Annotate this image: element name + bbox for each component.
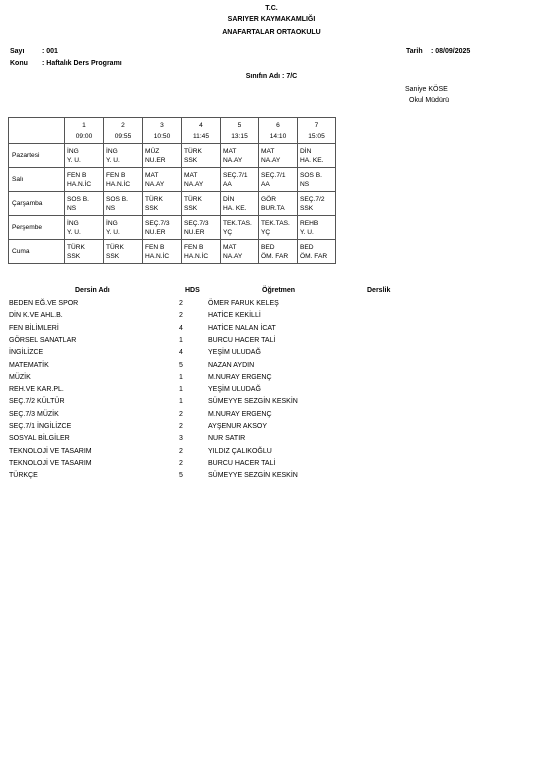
lesson-cell (298, 168, 336, 192)
subject-teacher: M.NURAY ERGENÇ (208, 410, 272, 418)
lesson-cell (143, 144, 182, 168)
teacher-code: SSK (106, 252, 120, 260)
lesson-code: SOS B. (106, 195, 128, 203)
period-number: 1 (82, 121, 86, 129)
teacher-code: Y. U. (106, 228, 120, 236)
day-label: Pazartesi (9, 144, 65, 168)
subject-name: REH.VE KAR.PL. (9, 386, 64, 394)
teacher-code: ÖM. FAR (261, 252, 289, 260)
principal-name: Saniye KÖSE (405, 86, 448, 93)
header-tc: T.C. (265, 5, 278, 12)
subject-name: SEÇ.7/2 KÜLTÜR (9, 398, 65, 406)
teacher-code: SSK (67, 252, 81, 260)
schedule-row (9, 240, 336, 264)
subject-hds: 1 (179, 373, 183, 381)
teacher-code: NU.ER (145, 228, 166, 236)
teacher-code: Y. U. (300, 228, 314, 236)
period-header-7 (298, 118, 336, 144)
teacher-code: AA (261, 180, 270, 188)
lesson-code: GÖR (261, 195, 277, 203)
lesson-code: İNG (106, 219, 118, 227)
lesson-code: İNG (67, 147, 79, 155)
teacher-code: NA.AY (223, 156, 243, 164)
period-time: 09:00 (75, 132, 93, 140)
lesson-code: MAT (261, 147, 275, 155)
subject-name: BEDEN EĞ.VE SPOR (9, 300, 79, 307)
period-number: 6 (276, 121, 280, 129)
lesson-code: SOS B. (300, 171, 322, 179)
subject-teacher: BURCU HACER TALİ (208, 459, 276, 467)
subject-hds: 1 (179, 386, 183, 394)
lesson-code: TÜRK (184, 195, 202, 203)
lesson-cell (182, 240, 221, 264)
lesson-cell (104, 240, 143, 264)
period-time: 13:15 (231, 132, 248, 140)
period-header-3 (143, 118, 182, 144)
lesson-cell (182, 216, 221, 240)
day-label: Salı (9, 168, 65, 192)
lesson-code: TÜRK (184, 147, 202, 155)
subject-teacher: M.NURAY ERGENÇ (208, 373, 272, 381)
subject-row (0, 300, 543, 312)
lesson-cell (65, 168, 104, 192)
day-label: Cuma (9, 240, 65, 264)
col-header-teacher: Öğretmen (262, 287, 296, 294)
col-header-room: Derslik (367, 287, 391, 294)
period-header-5 (221, 118, 259, 144)
lesson-cell (259, 240, 298, 264)
subject-hds: 1 (179, 398, 183, 406)
subject-name: TEKNOLOJİ VE TASARIM (9, 459, 92, 467)
lesson-code: FEN B (67, 171, 87, 179)
teacher-code: HA.N.İC (67, 180, 92, 188)
teacher-code: YÇ (223, 228, 233, 236)
subject-teacher: NAZAN AYDIN (208, 361, 255, 369)
subject-hds: 4 (179, 349, 183, 357)
subject-hds: 2 (179, 447, 183, 455)
subject-name: MÜZİK (9, 373, 31, 381)
period-header-2 (104, 118, 143, 144)
header-school-name: ANAFARTALAR ORTAOKULU (222, 29, 321, 36)
lesson-code: SEÇ.7/2 (300, 195, 325, 203)
subject-teacher: HATİCE KEKİLLİ (208, 312, 261, 320)
period-number: 2 (121, 121, 125, 129)
tarih-value: : 08/09/2025 (431, 48, 471, 55)
day-label: Çarşamba (9, 192, 65, 216)
teacher-code: Y. U. (67, 156, 81, 164)
lesson-cell (298, 216, 336, 240)
teacher-code: NA.AY (223, 252, 243, 260)
teacher-code: Y. U. (67, 228, 81, 236)
period-number: 3 (160, 121, 164, 129)
lesson-code: TEK.TAS. (261, 219, 290, 227)
subject-row (0, 337, 543, 349)
sayi-label: Sayı (10, 48, 25, 55)
subject-name: SOSYAL BİLGİLER (9, 435, 70, 443)
schedule-row (9, 192, 336, 216)
subject-row (0, 411, 543, 423)
lesson-cell (259, 216, 298, 240)
subject-hds: 5 (179, 361, 183, 369)
teacher-code: NA.AY (261, 156, 281, 164)
subject-row (0, 386, 543, 398)
lesson-cell (182, 168, 221, 192)
teacher-code: ÖM. FAR (300, 252, 328, 260)
teacher-code: AA (223, 180, 232, 188)
lesson-code: FEN B (145, 243, 165, 251)
subject-teacher: SÜMEYYE SEZGİN KESKİN (208, 398, 298, 406)
subject-teacher: BURCU HACER TALİ (208, 336, 276, 344)
lesson-code: FEN B (184, 243, 204, 251)
subject-row (0, 374, 543, 386)
konu-value: : Haftalık Ders Programı (42, 60, 122, 67)
subject-row (0, 362, 543, 374)
subject-teacher: ÖMER FARUK KELEŞ (208, 300, 279, 307)
lesson-code: MAT (145, 171, 159, 179)
lesson-code: TÜRK (145, 195, 163, 203)
col-header-hds: HDS (185, 287, 200, 294)
subject-name: İNGİLİZCE (9, 349, 44, 357)
teacher-code: HA.N.İC (184, 252, 209, 260)
lesson-cell (65, 192, 104, 216)
subject-row (0, 398, 543, 410)
teacher-code: NA.AY (145, 180, 165, 188)
subject-teacher: YILDIZ ÇALIKOĞLU (208, 447, 272, 455)
lesson-cell (65, 144, 104, 168)
lesson-code: FEN B (106, 171, 126, 179)
subject-name: SEÇ.7/3 MÜZİK (9, 410, 59, 418)
lesson-code: TÜRK (106, 243, 124, 251)
subject-teacher: NUR SATIR (208, 435, 246, 443)
subject-row (0, 325, 543, 337)
class-name: Sınıfın Adı : 7/C (245, 73, 298, 80)
lesson-cell (221, 144, 259, 168)
subject-name: FEN BİLİMLERİ (9, 324, 59, 332)
subject-teacher: YEŞİM ULUDAĞ (208, 349, 261, 357)
teacher-code: HA. KE. (300, 156, 324, 164)
lesson-code: SEÇ.7/3 (145, 219, 170, 227)
lesson-cell (259, 144, 298, 168)
lesson-cell (221, 240, 259, 264)
day-label: Perşembe (9, 216, 65, 240)
schedule-row (9, 144, 336, 168)
sayi-value: : 001 (42, 48, 58, 55)
subject-row (0, 312, 543, 324)
subject-hds: 2 (179, 300, 183, 307)
weekly-schedule-table (8, 117, 336, 264)
lesson-code: TEK.TAS. (223, 219, 252, 227)
subject-hds: 2 (179, 423, 183, 430)
subject-row (0, 435, 543, 447)
lesson-cell (298, 144, 336, 168)
lesson-cell (104, 216, 143, 240)
period-time: 11:45 (192, 132, 209, 140)
lesson-code: REHB (300, 219, 319, 227)
lesson-code: SEÇ.7/3 (184, 219, 209, 227)
lesson-code: TÜRK (67, 243, 85, 251)
subject-teacher: HATİCE NALAN İCAT (208, 324, 276, 332)
teacher-code: NS (300, 180, 310, 188)
subject-row (0, 460, 543, 472)
lesson-cell (143, 168, 182, 192)
period-number: 7 (314, 121, 319, 129)
schedule-row (9, 168, 336, 192)
lesson-code: DİN (300, 147, 312, 155)
teacher-code: Y. U. (106, 156, 120, 164)
lesson-cell (143, 216, 182, 240)
lesson-cell (182, 192, 221, 216)
period-time: 10:50 (153, 132, 171, 140)
subject-row (0, 448, 543, 460)
lesson-cell (65, 240, 104, 264)
subject-name: GÖRSEL SANATLAR (9, 336, 77, 344)
subject-name: SEÇ.7/1 İNGİLİZCE (9, 423, 72, 430)
subject-hds: 2 (179, 410, 183, 418)
teacher-code: BUR.TA (261, 204, 285, 212)
subject-name: TÜRKÇE (9, 472, 38, 480)
period-number: 5 (237, 121, 242, 129)
lesson-code: BED (300, 243, 314, 251)
lesson-code: SEÇ.7/1 (223, 171, 248, 179)
period-number: 4 (199, 121, 203, 129)
teacher-code: NS (67, 204, 77, 212)
teacher-code: SSK (184, 156, 198, 164)
subject-hds: 2 (179, 312, 183, 320)
subject-hds: 1 (179, 336, 183, 344)
teacher-code: NA.AY (184, 180, 204, 188)
lesson-cell (182, 144, 221, 168)
teacher-code: SSK (184, 204, 198, 212)
lesson-cell (104, 168, 143, 192)
teacher-code: NU.ER (184, 228, 205, 236)
period-header-4 (182, 118, 221, 144)
lesson-code: SOS B. (67, 195, 89, 203)
period-time: 14:10 (269, 132, 287, 140)
teacher-code: YÇ (261, 228, 271, 236)
teacher-code: HA.N.İC (145, 252, 170, 260)
lesson-cell (259, 168, 298, 192)
lesson-cell (143, 192, 182, 216)
principal-title: Okul Müdürü (409, 97, 450, 104)
subject-row (0, 423, 543, 435)
subject-row (0, 472, 543, 484)
corner-cell (9, 118, 65, 144)
lesson-code: İNG (106, 147, 118, 155)
lesson-cell (298, 192, 336, 216)
lesson-cell (104, 192, 143, 216)
lesson-cell (143, 240, 182, 264)
lesson-cell (221, 168, 259, 192)
konu-label: Konu (10, 60, 28, 67)
teacher-code: NU.ER (145, 156, 166, 164)
lesson-code: DİN (223, 195, 235, 203)
lesson-code: MAT (223, 243, 237, 251)
lesson-code: MÜZ (145, 147, 160, 155)
header-kaymakamlik: SARIYER KAYMAKAMLIĞI (227, 16, 316, 23)
schedule-row (9, 216, 336, 240)
lesson-cell (221, 216, 259, 240)
subject-hds: 5 (179, 472, 183, 480)
subject-name: MATEMATİK (9, 361, 49, 369)
schedule-header-row (9, 118, 336, 144)
subject-teacher: SÜMEYYE SEZGİN KESKİN (208, 472, 298, 480)
teacher-code: NS (106, 204, 116, 212)
lesson-code: İNG (67, 219, 79, 227)
subject-name: TEKNOLOJİ VE TASARIM (9, 447, 92, 455)
lesson-cell (65, 216, 104, 240)
subject-hds: 2 (179, 459, 183, 467)
lesson-cell (221, 192, 259, 216)
period-header-1 (65, 118, 104, 144)
lesson-code: BED (261, 243, 275, 251)
subject-hds: 4 (179, 324, 183, 332)
teacher-code: SSK (145, 204, 159, 212)
period-time: 09:55 (114, 132, 132, 140)
subject-row (0, 349, 543, 361)
col-header-subject: Dersin Adı (75, 287, 110, 294)
lesson-cell (259, 192, 298, 216)
lesson-cell (298, 240, 336, 264)
subject-teacher: YEŞİM ULUDAĞ (208, 386, 261, 394)
subject-hds: 3 (179, 435, 183, 443)
teacher-code: SSK (300, 204, 314, 212)
teacher-code: HA.N.İC (106, 180, 131, 188)
lesson-code: MAT (223, 147, 237, 155)
lesson-cell (104, 144, 143, 168)
teacher-code: HA. KE. (223, 204, 247, 212)
period-time: 15:05 (308, 132, 325, 140)
period-header-6 (259, 118, 298, 144)
lesson-code: SEÇ.7/1 (261, 171, 286, 179)
subject-name: DİN K.VE AHL.B. (9, 312, 63, 320)
tarih-label: Tarih (406, 48, 423, 55)
subject-teacher: AYŞENUR AKSOY (208, 423, 268, 430)
lesson-code: MAT (184, 171, 198, 179)
